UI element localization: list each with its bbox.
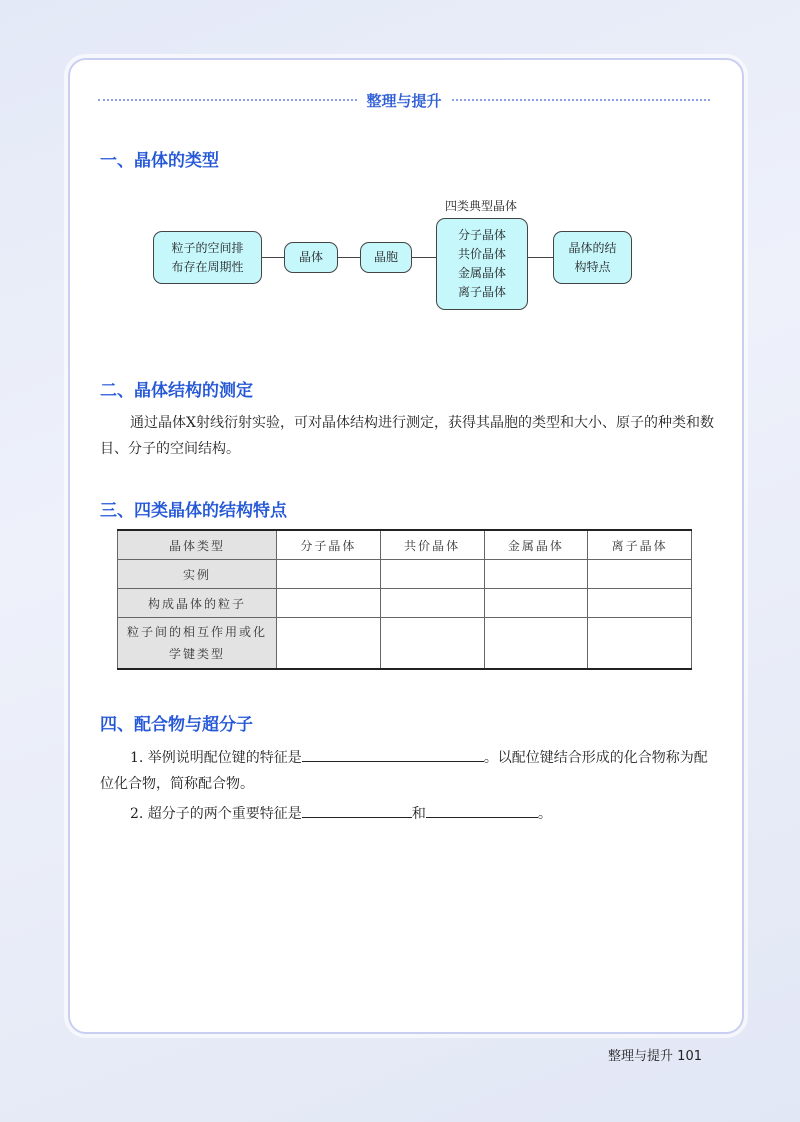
table-header-cell: 分子晶体 — [277, 530, 381, 560]
diagram-box-structure-features — [553, 231, 632, 284]
section2-title: 二、晶体结构的测定 — [100, 381, 253, 401]
page-header-title: 整理与提升 — [366, 91, 442, 110]
diagram-box-line: 离子晶体 — [457, 285, 506, 299]
diagram-box-line: 晶体的结 — [568, 240, 617, 255]
table-cell — [484, 560, 588, 589]
diagram-box-crystal: 晶体 — [284, 242, 338, 273]
table-header-cell: 晶体类型 — [118, 530, 277, 560]
section3-title: 三、四类晶体的结构特点 — [100, 501, 287, 521]
diagram-box-line: 构特点 — [574, 259, 611, 274]
diagram-connector — [528, 257, 553, 258]
diagram-connector — [338, 257, 360, 258]
diagram-box-line: 分子晶体 — [457, 228, 506, 242]
section4-title: 四、配合物与超分子 — [100, 715, 253, 735]
table-row-label — [118, 618, 277, 670]
diagram-box-line: 金属晶体 — [457, 266, 506, 280]
diagram-box-line: 粒子的空间排 — [171, 240, 244, 255]
table-row — [118, 560, 692, 589]
table-cell — [588, 589, 692, 618]
table-row — [118, 589, 692, 618]
item1-text-continued: 。以配位键结合形成的化合物称为配位化合物，简称配合物。 — [100, 750, 708, 792]
table-cell — [484, 589, 588, 618]
item1-text: 1. 举例说明配位键的特征是 — [130, 750, 302, 766]
table-cell — [277, 618, 381, 670]
diagram-box-periodicity — [153, 231, 262, 284]
diagram-box-unit-cell: 晶胞 — [360, 242, 412, 273]
table-cell — [588, 560, 692, 589]
table-header-cell: 共价晶体 — [380, 530, 484, 560]
diagram-connector — [262, 257, 284, 258]
table-header-cell: 金属晶体 — [484, 530, 588, 560]
diagram-box-line: 布存在周期性 — [171, 259, 244, 274]
table-row-label: 实例 — [118, 560, 277, 589]
table-row-label-line: 学键类型 — [168, 647, 225, 661]
crystal-structure-table — [117, 529, 692, 670]
header-dotted-line-left — [98, 99, 357, 101]
table-row — [118, 618, 692, 670]
section4-item1 — [100, 745, 714, 797]
section4-item2 — [100, 801, 714, 827]
table-cell — [277, 560, 381, 589]
section1-title: 一、晶体的类型 — [100, 151, 219, 171]
table-cell — [380, 589, 484, 618]
table-cell — [380, 618, 484, 670]
page-header — [98, 90, 710, 110]
fill-blank-1[interactable] — [302, 747, 484, 762]
table-row-label-line: 粒子间的相互作用或化 — [126, 625, 267, 639]
table-header-row — [118, 530, 692, 560]
diagram-label-four-types: 四类典型晶体 — [445, 199, 518, 213]
fill-blank-3[interactable] — [426, 803, 538, 818]
table-cell — [277, 589, 381, 618]
diagram-connector — [412, 257, 436, 258]
fill-blank-2[interactable] — [302, 803, 412, 818]
item2-text-and: 和 — [411, 806, 426, 822]
section2-paragraph: 通过晶体X射线衍射实验，可对晶体结构进行测定，获得其晶胞的类型和大小、原子的种类和数目、分子的空间结构。 — [100, 415, 714, 457]
table-row-label: 构成晶体的粒子 — [118, 589, 277, 618]
table-header-cell: 离子晶体 — [588, 530, 692, 560]
item2-text-end: 。 — [537, 806, 552, 822]
table-cell — [588, 618, 692, 670]
page-number: 101 — [677, 1049, 702, 1064]
header-dotted-line-right — [452, 99, 711, 101]
table-cell — [380, 560, 484, 589]
footer-label: 整理与提升 — [608, 1049, 674, 1064]
diagram-box-line: 共价晶体 — [457, 247, 506, 261]
item2-text: 2. 超分子的两个重要特征是 — [130, 806, 302, 822]
diagram-box-crystal-types — [436, 218, 528, 310]
table-cell — [484, 618, 588, 670]
page-footer — [608, 1045, 702, 1064]
